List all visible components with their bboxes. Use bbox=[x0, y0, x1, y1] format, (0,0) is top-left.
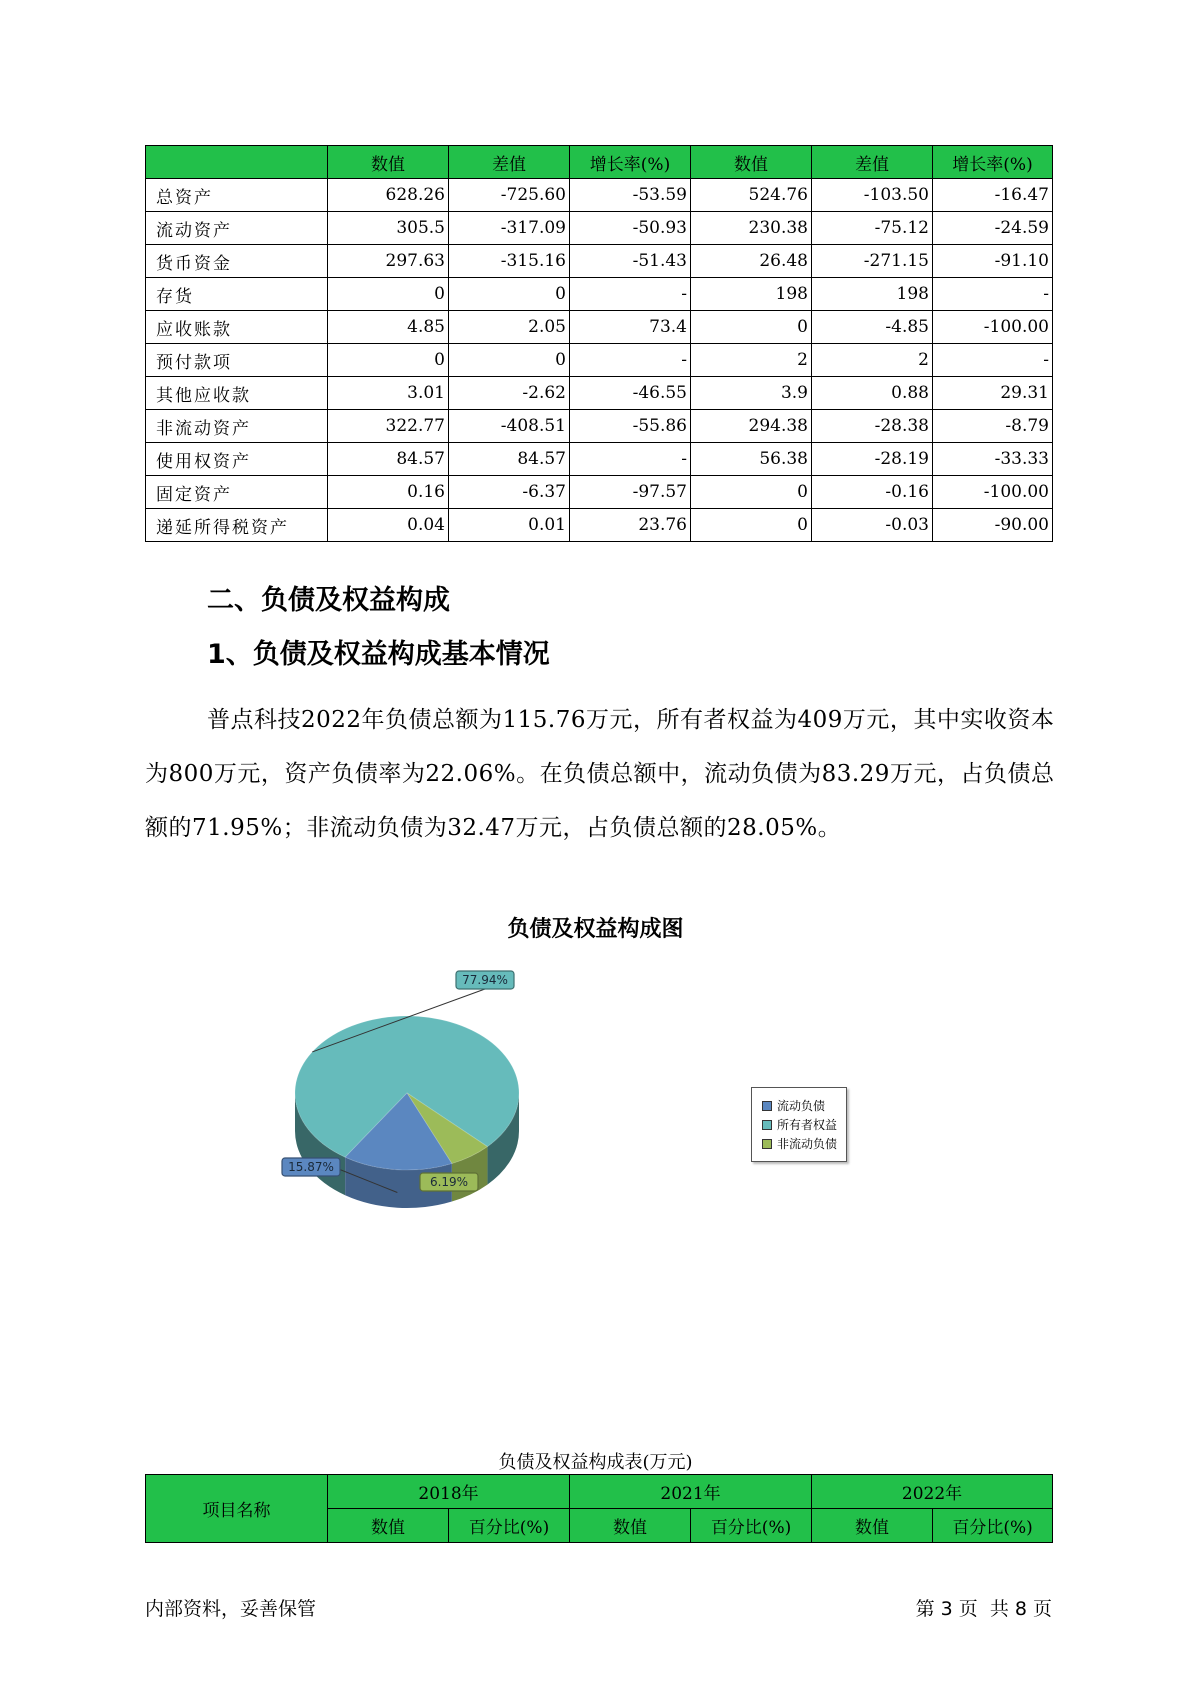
table-cell: 0.88 bbox=[812, 377, 933, 410]
table-cell: 0.16 bbox=[328, 476, 449, 509]
row-label: 其他应收款 bbox=[146, 377, 328, 410]
data-label: 77.94% bbox=[462, 973, 508, 987]
table-row bbox=[146, 509, 1053, 542]
table-cell: -103.50 bbox=[812, 179, 933, 212]
table-cell: -24.59 bbox=[933, 212, 1053, 245]
table-cell: -46.55 bbox=[570, 377, 691, 410]
table-cell: 0 bbox=[328, 278, 449, 311]
table-cell: - bbox=[570, 443, 691, 476]
row-label: 递延所得税资产 bbox=[146, 509, 328, 542]
legend-label: 所有者权益 bbox=[777, 1118, 838, 1132]
item-name-header: 项目名称 bbox=[146, 1475, 328, 1543]
table-row bbox=[146, 344, 1053, 377]
table-cell: 524.76 bbox=[691, 179, 812, 212]
table-cell: -33.33 bbox=[933, 443, 1053, 476]
column-header: 增长率(%) bbox=[933, 146, 1053, 179]
chart-title: 负债及权益构成图 bbox=[507, 917, 684, 942]
table-cell: -50.93 bbox=[570, 212, 691, 245]
table-cell: 0 bbox=[328, 344, 449, 377]
table-cell: -317.09 bbox=[449, 212, 570, 245]
table-row bbox=[146, 212, 1053, 245]
table-cell: -55.86 bbox=[570, 410, 691, 443]
row-label: 存货 bbox=[146, 278, 328, 311]
section-heading: 二、负债及权益构成 bbox=[207, 585, 450, 616]
table-cell: -8.79 bbox=[933, 410, 1053, 443]
table-cell: -16.47 bbox=[933, 179, 1053, 212]
column-header: 差值 bbox=[812, 146, 933, 179]
table-cell: -51.43 bbox=[570, 245, 691, 278]
table-header-row bbox=[146, 146, 1053, 179]
row-label: 预付款项 bbox=[146, 344, 328, 377]
table-cell: -28.38 bbox=[812, 410, 933, 443]
legend-item bbox=[762, 1096, 846, 1115]
chart-legend bbox=[751, 1087, 847, 1162]
table-cell: - bbox=[570, 278, 691, 311]
row-label: 非流动资产 bbox=[146, 410, 328, 443]
liability-equity-table bbox=[145, 1474, 1053, 1543]
table-cell: 0.04 bbox=[328, 509, 449, 542]
table-cell: 2 bbox=[812, 344, 933, 377]
column-header: 增长率(%) bbox=[570, 146, 691, 179]
table-cell: -2.62 bbox=[449, 377, 570, 410]
row-label: 货币资金 bbox=[146, 245, 328, 278]
table-cell: - bbox=[570, 344, 691, 377]
table-cell: 0 bbox=[449, 344, 570, 377]
table-caption: 负债及权益构成表(万元) bbox=[498, 1452, 693, 1473]
pie-chart bbox=[270, 965, 590, 1235]
legend-swatch bbox=[762, 1120, 772, 1130]
table-cell: 0 bbox=[691, 476, 812, 509]
page-number: 第 3 页 共 8 页 bbox=[915, 1598, 1052, 1620]
table-cell: 26.48 bbox=[691, 245, 812, 278]
row-label: 固定资产 bbox=[146, 476, 328, 509]
table-row bbox=[146, 179, 1053, 212]
table-cell: 305.5 bbox=[328, 212, 449, 245]
table-cell: 4.85 bbox=[328, 311, 449, 344]
sub-header: 百分比(%) bbox=[933, 1509, 1053, 1543]
table-cell: -91.10 bbox=[933, 245, 1053, 278]
table-cell: 56.38 bbox=[691, 443, 812, 476]
table-cell: 198 bbox=[691, 278, 812, 311]
legend-item bbox=[762, 1115, 846, 1134]
table-cell: 0 bbox=[691, 311, 812, 344]
sub-header: 数值 bbox=[570, 1509, 691, 1543]
table-cell: -75.12 bbox=[812, 212, 933, 245]
summary-paragraph: 普点科技2022年负债总额为115.76万元，所有者权益为409万元，其中实收资本为800万元，资产负债率为22.06%。在负债总额中，流动负债为83.29万元，占负债总额的71.95%；非流动负债为32.47万元，占负债总额的28.05%。 bbox=[145, 707, 1055, 841]
sub-header: 百分比(%) bbox=[449, 1509, 570, 1543]
row-label: 使用权资产 bbox=[146, 443, 328, 476]
footer-note: 内部资料，妥善保管 bbox=[145, 1598, 317, 1620]
table-header-row bbox=[146, 1475, 1053, 1509]
table-cell: -6.37 bbox=[449, 476, 570, 509]
column-header: 数值 bbox=[328, 146, 449, 179]
table-cell: 3.01 bbox=[328, 377, 449, 410]
table-cell: -90.00 bbox=[933, 509, 1053, 542]
table-row bbox=[146, 410, 1053, 443]
table-cell: 0.01 bbox=[449, 509, 570, 542]
table-cell: 628.26 bbox=[328, 179, 449, 212]
table-row bbox=[146, 377, 1053, 410]
table-cell: -0.03 bbox=[812, 509, 933, 542]
sub-header: 数值 bbox=[812, 1509, 933, 1543]
table-cell: -100.00 bbox=[933, 476, 1053, 509]
year-header: 2021年 bbox=[570, 1475, 812, 1509]
table-cell: 2 bbox=[691, 344, 812, 377]
table-cell: 0 bbox=[691, 509, 812, 542]
sub-header: 数值 bbox=[328, 1509, 449, 1543]
table-cell: 84.57 bbox=[449, 443, 570, 476]
table-cell: 73.4 bbox=[570, 311, 691, 344]
column-header bbox=[146, 146, 328, 179]
table-row bbox=[146, 443, 1053, 476]
year-header: 2018年 bbox=[328, 1475, 570, 1509]
table-cell: -28.19 bbox=[812, 443, 933, 476]
table-cell: 297.63 bbox=[328, 245, 449, 278]
row-label: 应收账款 bbox=[146, 311, 328, 344]
table-cell: -53.59 bbox=[570, 179, 691, 212]
legend-swatch bbox=[762, 1139, 772, 1149]
table-cell: -725.60 bbox=[449, 179, 570, 212]
table-row bbox=[146, 311, 1053, 344]
table-cell: 2.05 bbox=[449, 311, 570, 344]
table-cell: 29.31 bbox=[933, 377, 1053, 410]
data-label: 15.87% bbox=[288, 1160, 334, 1174]
year-header: 2022年 bbox=[812, 1475, 1053, 1509]
legend-label: 非流动负债 bbox=[777, 1137, 838, 1151]
table-cell: 198 bbox=[812, 278, 933, 311]
table-cell: - bbox=[933, 278, 1053, 311]
table-cell: 23.76 bbox=[570, 509, 691, 542]
table-cell: -315.16 bbox=[449, 245, 570, 278]
table-cell: -100.00 bbox=[933, 311, 1053, 344]
table-cell: - bbox=[933, 344, 1053, 377]
legend-item bbox=[762, 1134, 846, 1153]
table-cell: 294.38 bbox=[691, 410, 812, 443]
table-cell: 322.77 bbox=[328, 410, 449, 443]
data-label: 6.19% bbox=[429, 1175, 469, 1189]
column-header: 差值 bbox=[449, 146, 570, 179]
table-cell: -0.16 bbox=[812, 476, 933, 509]
table-cell: 0 bbox=[449, 278, 570, 311]
asset-change-table bbox=[145, 145, 1053, 542]
column-header: 数值 bbox=[691, 146, 812, 179]
legend-label: 流动负债 bbox=[777, 1099, 826, 1113]
table-row bbox=[146, 278, 1053, 311]
table-cell: -97.57 bbox=[570, 476, 691, 509]
table-cell: 3.9 bbox=[691, 377, 812, 410]
table-cell: 230.38 bbox=[691, 212, 812, 245]
table-row bbox=[146, 476, 1053, 509]
row-label: 总资产 bbox=[146, 179, 328, 212]
row-label: 流动资产 bbox=[146, 212, 328, 245]
table-cell: -408.51 bbox=[449, 410, 570, 443]
table-cell: -271.15 bbox=[812, 245, 933, 278]
sub-heading: 1、负债及权益构成基本情况 bbox=[207, 639, 550, 670]
table-row bbox=[146, 245, 1053, 278]
table-cell: 84.57 bbox=[328, 443, 449, 476]
table-cell: -4.85 bbox=[812, 311, 933, 344]
legend-swatch bbox=[762, 1101, 772, 1111]
sub-header: 百分比(%) bbox=[691, 1509, 812, 1543]
